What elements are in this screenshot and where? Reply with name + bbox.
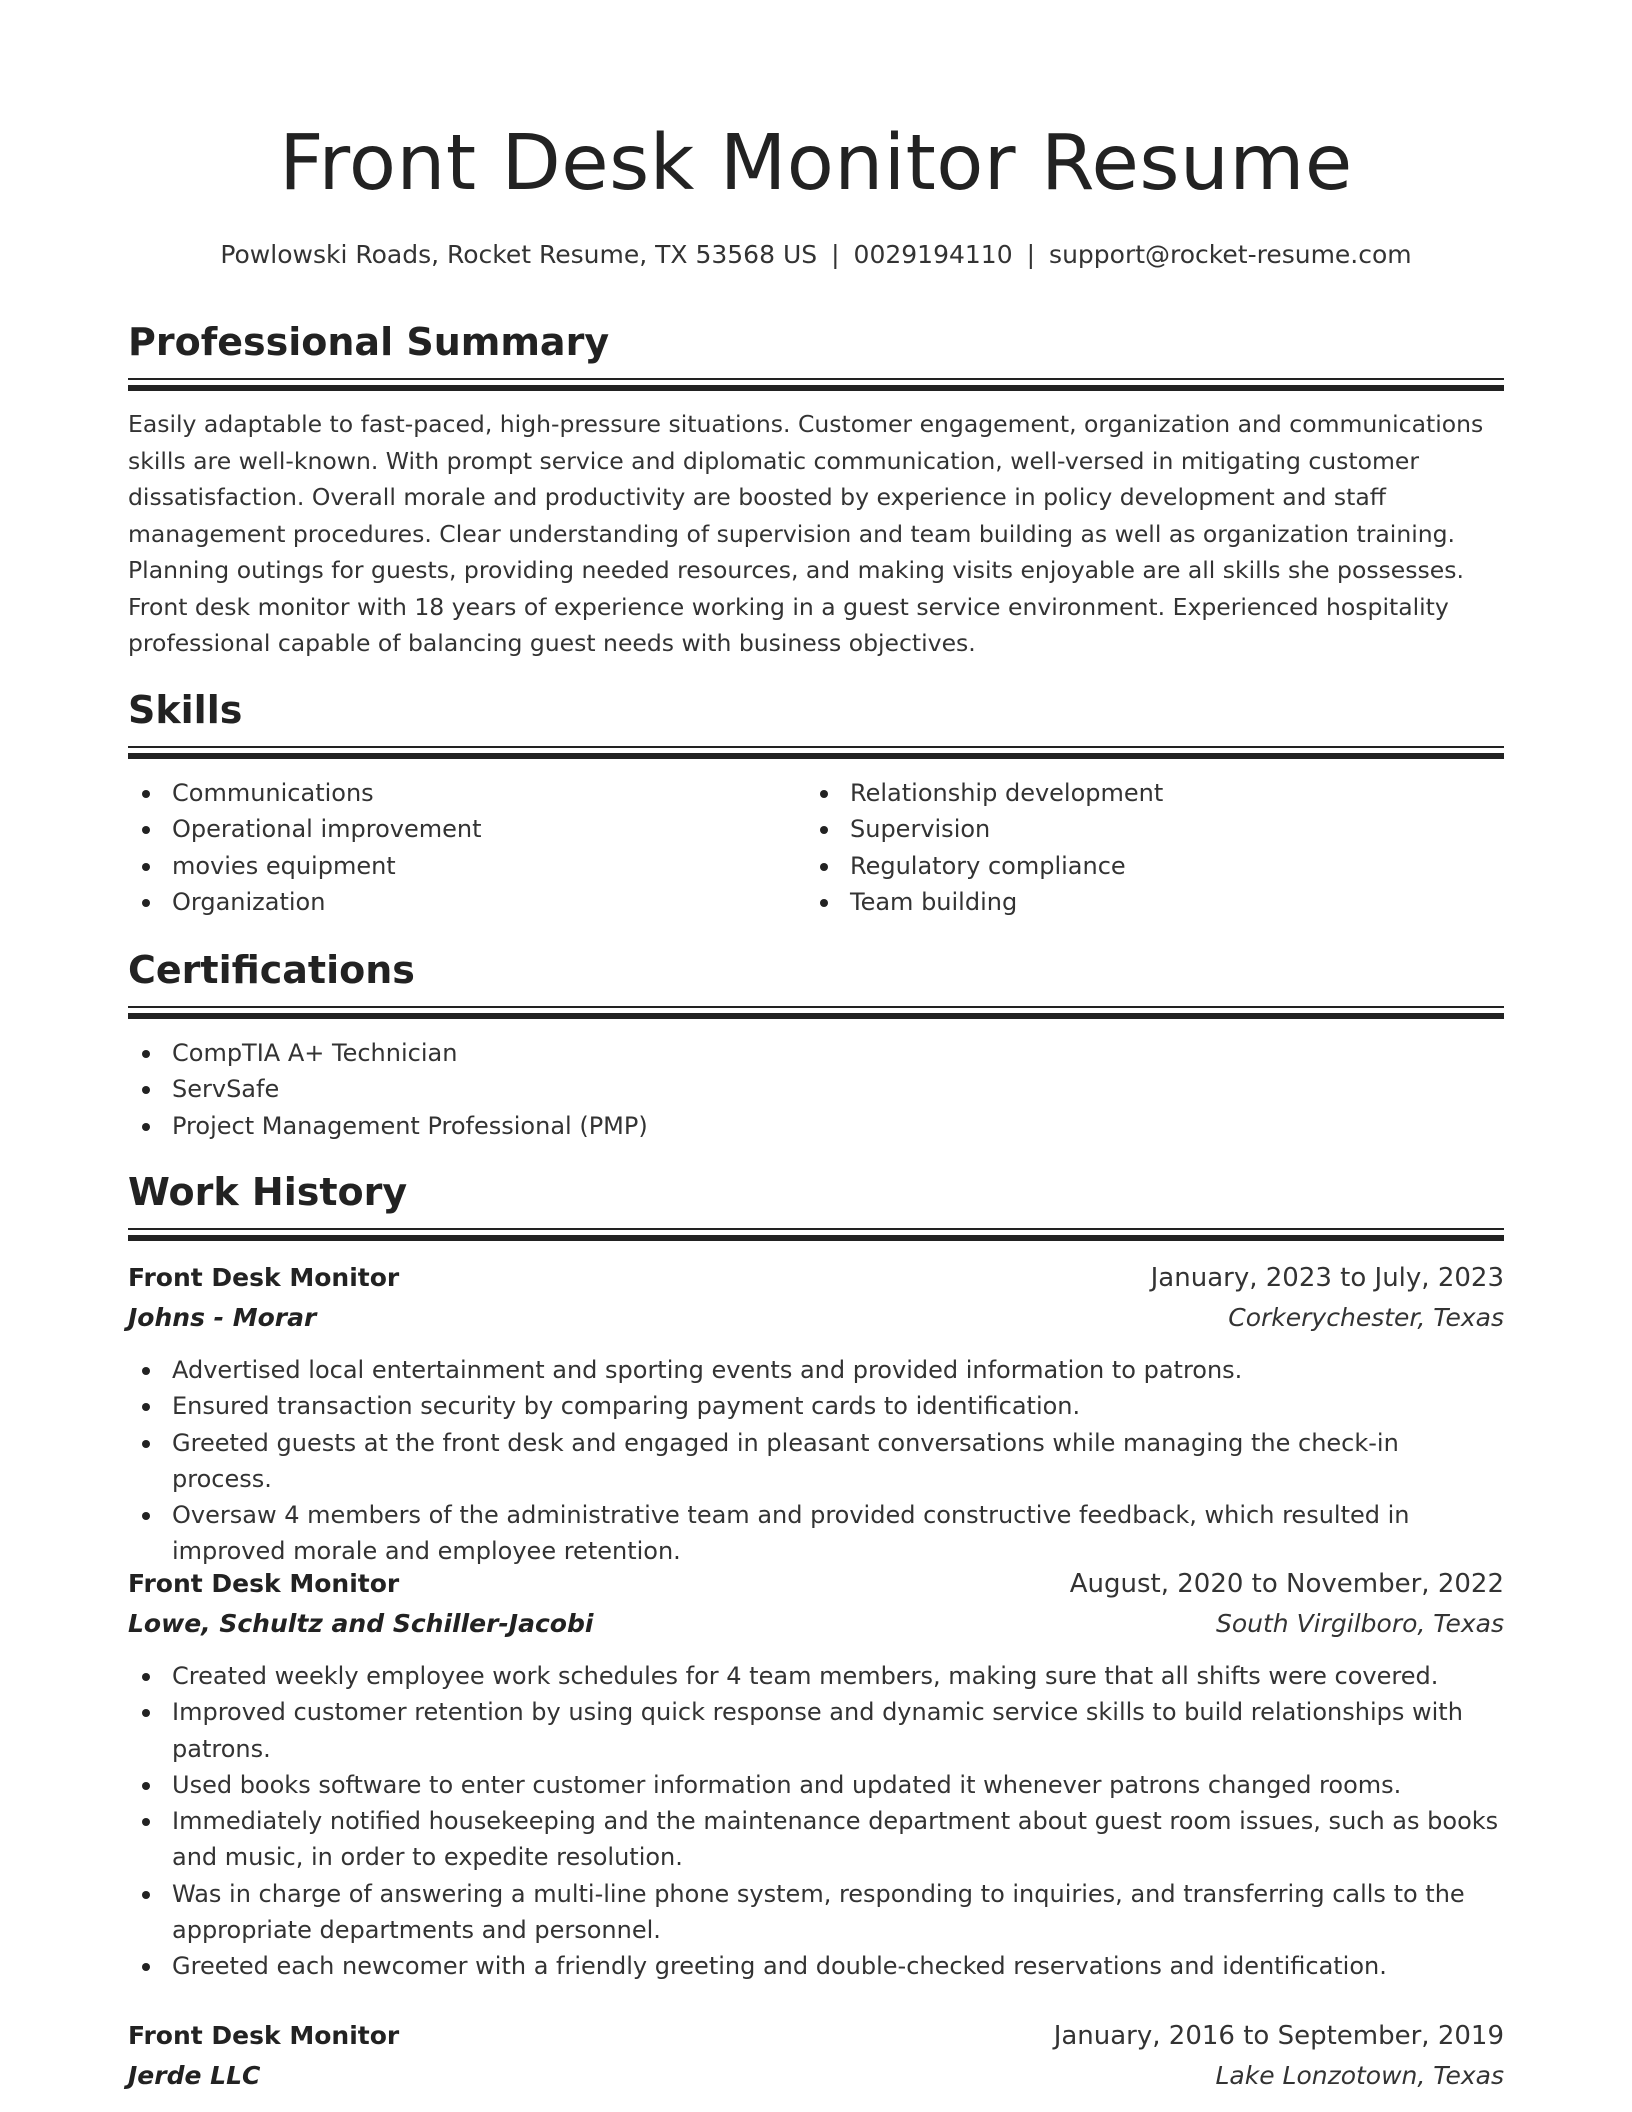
certification-item: Project Management Professional (PMP) [128,1108,1504,1144]
skill-item: Team building [806,884,1466,920]
job-title: Front Desk Monitor [128,1569,400,1598]
skill-item: Supervision [806,811,1466,847]
job-duty: Advertised local entertainment and sporting events and provided information to patrons. [128,1352,1504,1388]
resume-title: Front Desk Monitor Resume [279,119,1353,208]
skill-item: Relationship development [806,775,1466,811]
contact-separator: | [831,240,840,269]
section-divider [128,1006,1504,1019]
section-title-certifications: Certifications [128,948,415,992]
job-location: South Virgilboro, Texas [1215,1609,1504,1638]
skill-item: Regulatory compliance [806,848,1466,884]
job-dates: August, 2020 to November, 2022 [1069,1569,1504,1599]
job-duty: Improved customer retention by using quick response and dynamic service skills to build relationships with patrons. [128,1694,1504,1767]
job-duty: Created weekly employee work schedules for 4 team members, making sure that all shifts were covered. [128,1658,1504,1694]
skill-item: Organization [128,884,788,920]
section-divider [128,1228,1504,1241]
skill-item: Operational improvement [128,811,788,847]
certification-item: ServSafe [128,1071,1504,1107]
job-duty: Ensured transaction security by comparing payment cards to identification. [128,1388,1504,1424]
section-divider [128,746,1504,759]
job-duties-list [128,1352,1504,1570]
job-duties-list [128,1658,1504,1985]
contact-address: Powlowski Roads, Rocket Resume, TX 53568 US [220,240,818,269]
certifications-list [128,1035,1504,1144]
contact-line [128,240,1504,269]
job-company: Johns - Morar [128,1303,317,1332]
section-divider [128,378,1504,391]
job-duty: Greeted guests at the front desk and engaged in pleasant conversations while managing the check-in process. [128,1425,1504,1498]
job-company: Jerde LLC [128,2061,261,2090]
contact-phone: 0029194110 [853,240,1013,269]
job-header [128,2021,1504,2101]
skills-list-right [806,775,1466,920]
job-company: Lowe, Schultz and Schiller-Jacobi [128,1609,594,1638]
job-duty: Used books software to enter customer information and updated it whenever patrons changed rooms. [128,1767,1504,1803]
job-duty: Oversaw 4 members of the administrative team and provided constructive feedback, which resulted in improved morale and employee retention. [128,1497,1504,1570]
certification-item: CompTIA A+ Technician [128,1035,1504,1071]
skills-list-left [128,775,788,920]
job-title: Front Desk Monitor [128,1263,400,1292]
summary-text: Easily adaptable to fast-paced, high-pressure situations. Customer engagement, organization and communications skills are well-known. With prompt service and diplomatic communication, well-versed in mitigating customer dissatisfaction. Overall morale and productivity are boosted by experience in policy development and staff management procedures. Clear understanding of supervision and team building as well as organization training. Planning outings for guests, providing needed resources, and making visits enjoyable are all skills she possesses. Front desk monitor with 18 years of experience working in a guest service environment. Experienced hospitality professional capable of balancing guest needs with business objectives. [128,410,1484,657]
job-dates: January, 2016 to September, 2019 [1053,2021,1504,2051]
job-location: Corkerychester, Texas [1228,1303,1504,1332]
job-duty: Was in charge of answering a multi-line phone system, responding to inquiries, and transferring calls to the appropriate departments and personnel. [128,1876,1504,1949]
skill-item: movies equipment [128,848,788,884]
job-duty: Greeted each newcomer with a friendly greeting and double-checked reservations and identification. [128,1948,1504,1984]
contact-separator: | [1026,240,1036,269]
section-title-skills: Skills [128,688,243,732]
skill-item: Communications [128,775,788,811]
contact-email: support@rocket-resume.com [1049,240,1412,269]
job-title: Front Desk Monitor [128,2021,400,2050]
job-header [128,1263,1504,1343]
job-dates: January, 2023 to July, 2023 [1150,1263,1504,1293]
job-location: Lake Lonzotown, Texas [1215,2061,1504,2090]
section-title-summary: Professional Summary [128,320,610,364]
job-duty: Immediately notified housekeeping and the maintenance department about guest room issues, such as books and music, in order to expedite resolution. [128,1803,1504,1876]
job-header [128,1569,1504,1649]
section-title-work-history: Work History [128,1170,408,1214]
